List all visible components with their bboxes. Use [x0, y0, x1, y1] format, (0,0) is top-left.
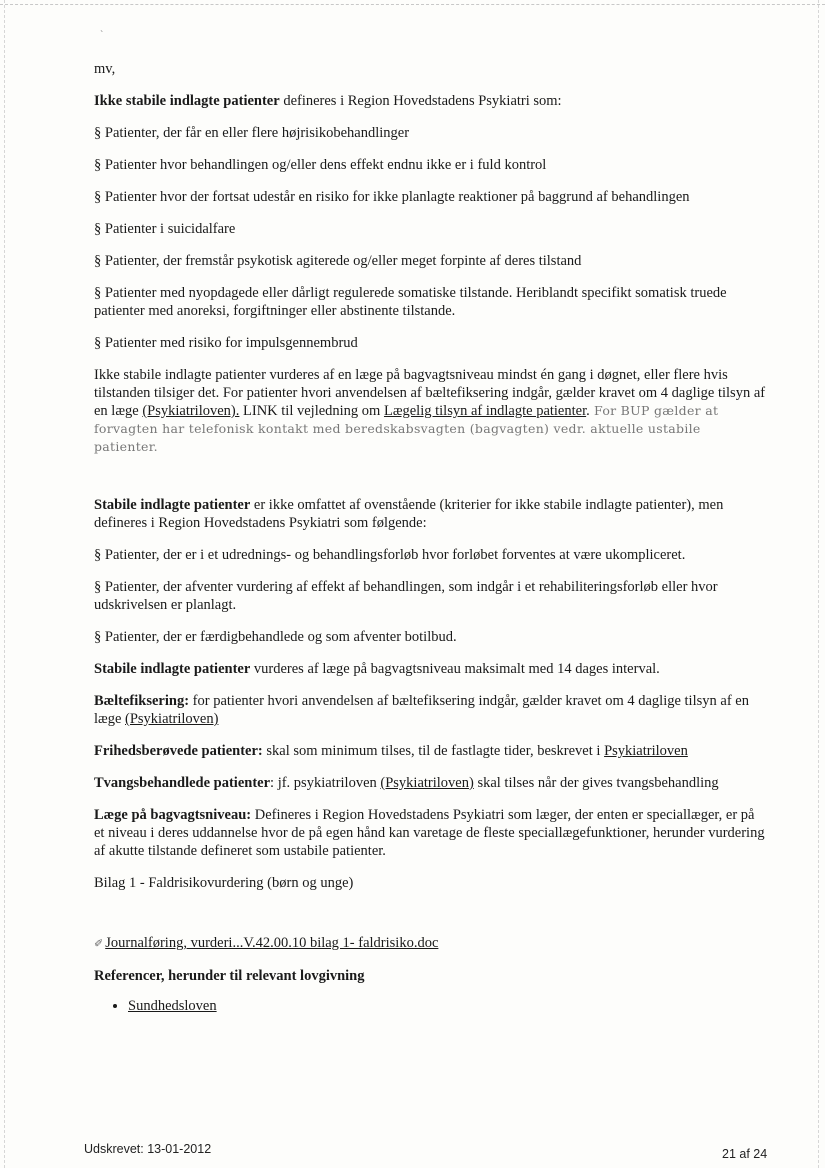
- stable-intro: [94, 496, 766, 532]
- bilag-text: Bilag 1 - Faldrisikovurdering (børn og unge): [94, 875, 354, 891]
- bup-note: For BUP gælder at forvagten har telefonisk kontakt med beredskabsvagten (bagvagten) vedr. aktuelle ustabile patienter.: [94, 403, 719, 454]
- stable-assess-bold: Stabile indlagte patienter: [94, 661, 251, 677]
- laege-bold: Læge på bagvagtsniveau:: [94, 807, 252, 823]
- sundhedsloven-link[interactable]: Sundhedsloven: [128, 998, 217, 1014]
- scan-speck: ˋ: [100, 30, 104, 41]
- psykiatriloven-link[interactable]: (Psykiatriloven): [125, 711, 219, 727]
- attachment-link[interactable]: Journalføring, vurderi...V.42.00.10 bilag 1- faldrisiko.doc: [105, 935, 439, 951]
- tvangsbehandlede-paragraph: [94, 774, 766, 792]
- unstable-intro-bold: Ikke stabile indlagte patienter: [94, 93, 280, 109]
- unstable-item: § Patienter med risiko for impulsgennembrud: [94, 335, 358, 351]
- stable-assessment: [94, 660, 766, 678]
- baelte-bold: Bæltefiksering:: [94, 693, 190, 709]
- stable-item: § Patienter, der afventer vurdering af effekt af behandlingen, som indgår i et rehabiliteringsforløb eller hvor udskrivelsen er planlagt.: [94, 579, 718, 613]
- unstable-item: § Patienter i suicidalfare: [94, 221, 236, 237]
- laege-bagvagt-paragraph: [94, 806, 766, 860]
- scan-edge-left: [4, 0, 5, 1168]
- unstable-item: § Patienter hvor der fortsat udestår en risiko for ikke planlagte reaktioner på baggrund af behandlingen: [94, 189, 690, 205]
- mv-text: mv,: [94, 61, 116, 77]
- stable-item: § Patienter, der er i et udrednings- og behandlingsforløb hvor forløbet forventes at være ukompliceret.: [94, 547, 686, 563]
- unstable-assess-text1: Ikke stabile indlagte patienter vurderes af en læge på bagvagtsniveau mindst én gang i døgnet, eller flere hvis tilstanden tilsiger det. For patienter hvori anvendelsen af bæltefiksering indgår, gælder kravet om 4 daglige tilsyn af en læge: [94, 367, 766, 419]
- unstable-item: § Patienter hvor behandlingen og/eller dens effekt endnu ikke er i fuld kontrol: [94, 157, 547, 173]
- baelte-rest: for patienter hvori anvendelsen af bæltefiksering indgår, gælder kravet om 4 daglige tilsyn af en læge: [94, 693, 749, 727]
- references-list: [94, 997, 766, 1015]
- paperclip-icon: ✐: [94, 938, 104, 950]
- document-body: [94, 60, 766, 1015]
- references-heading: [94, 967, 766, 985]
- scan-edge-right: [818, 0, 819, 1168]
- unstable-assessment: [94, 366, 766, 456]
- laegelig-tilsyn-link[interactable]: Lægelig tilsyn af indlagte patienter: [383, 403, 587, 419]
- psykiatriloven-link[interactable]: (Psykiatriloven): [380, 775, 474, 791]
- frihedsberoevede-paragraph: [94, 742, 766, 760]
- printed-date: Udskrevet: 13-01-2012: [84, 1142, 212, 1156]
- unstable-assess-text3: .: [586, 403, 590, 419]
- tvang-bold: Tvangsbehandlede patienter: [94, 775, 271, 791]
- references-heading-text: Referencer, herunder til relevant lovgivning: [94, 968, 365, 984]
- stable-item: § Patienter, der er færdigbehandlede og som afventer botilbud.: [94, 629, 457, 645]
- laege-rest: Defineres i Region Hovedstadens Psykiatri som læger, der enten er speciallæger, er på et niveau i deres uddannelse hvor de på egen hånd kan varetage de fleste speciallægefunktioner, herunder vurdering af akutte tilstande defineret som ustabile patienter.: [94, 807, 765, 859]
- scan-edge-top: [0, 4, 825, 5]
- psykiatriloven-link[interactable]: (Psykiatriloven).: [142, 403, 240, 419]
- frihed-rest: skal som minimum tilses, til de fastlagte tider, beskrevet i: [262, 743, 605, 759]
- unstable-item: § Patienter, der fremstår psykotisk agiterede og/eller meget forpinte af deres tilstand: [94, 253, 582, 269]
- unstable-item: § Patienter med nyopdagede eller dårligt regulerede somatiske tilstande. Heriblandt specifikt somatisk truede patienter med anoreksi, forgiftninger eller abstinente tilstande.: [94, 285, 727, 319]
- list-item: [128, 997, 766, 1015]
- tvang-rest: : jf. psykiatriloven: [270, 775, 381, 791]
- unstable-item: § Patienter, der får en eller flere højrisikobehandlinger: [94, 125, 410, 141]
- baeltefiksering-paragraph: [94, 692, 766, 728]
- stable-intro-rest: er ikke omfattet af ovenstående (kriterier for ikke stabile indlagte patienter), men defineres i Region Hovedstadens Psykiatri som følgende:: [94, 497, 724, 531]
- frihed-bold: Frihedsberøvede patienter:: [94, 743, 263, 759]
- unstable-intro-rest: defineres i Region Hovedstadens Psykiatri som:: [279, 93, 562, 109]
- unstable-intro: [94, 92, 766, 110]
- page-number: 21 af 24: [722, 1147, 768, 1161]
- attachment-line: [94, 934, 766, 953]
- stable-assess-rest: vurderes af læge på bagvagtsniveau maksimalt med 14 dages interval.: [250, 661, 660, 677]
- stable-intro-bold: Stabile indlagte patienter: [94, 497, 251, 513]
- tvang-rest2: skal tilses når der gives tvangsbehandling: [473, 775, 719, 791]
- unstable-assess-text2: LINK til vejledning om: [239, 403, 384, 419]
- psykiatriloven-link[interactable]: Psykiatriloven: [604, 743, 688, 759]
